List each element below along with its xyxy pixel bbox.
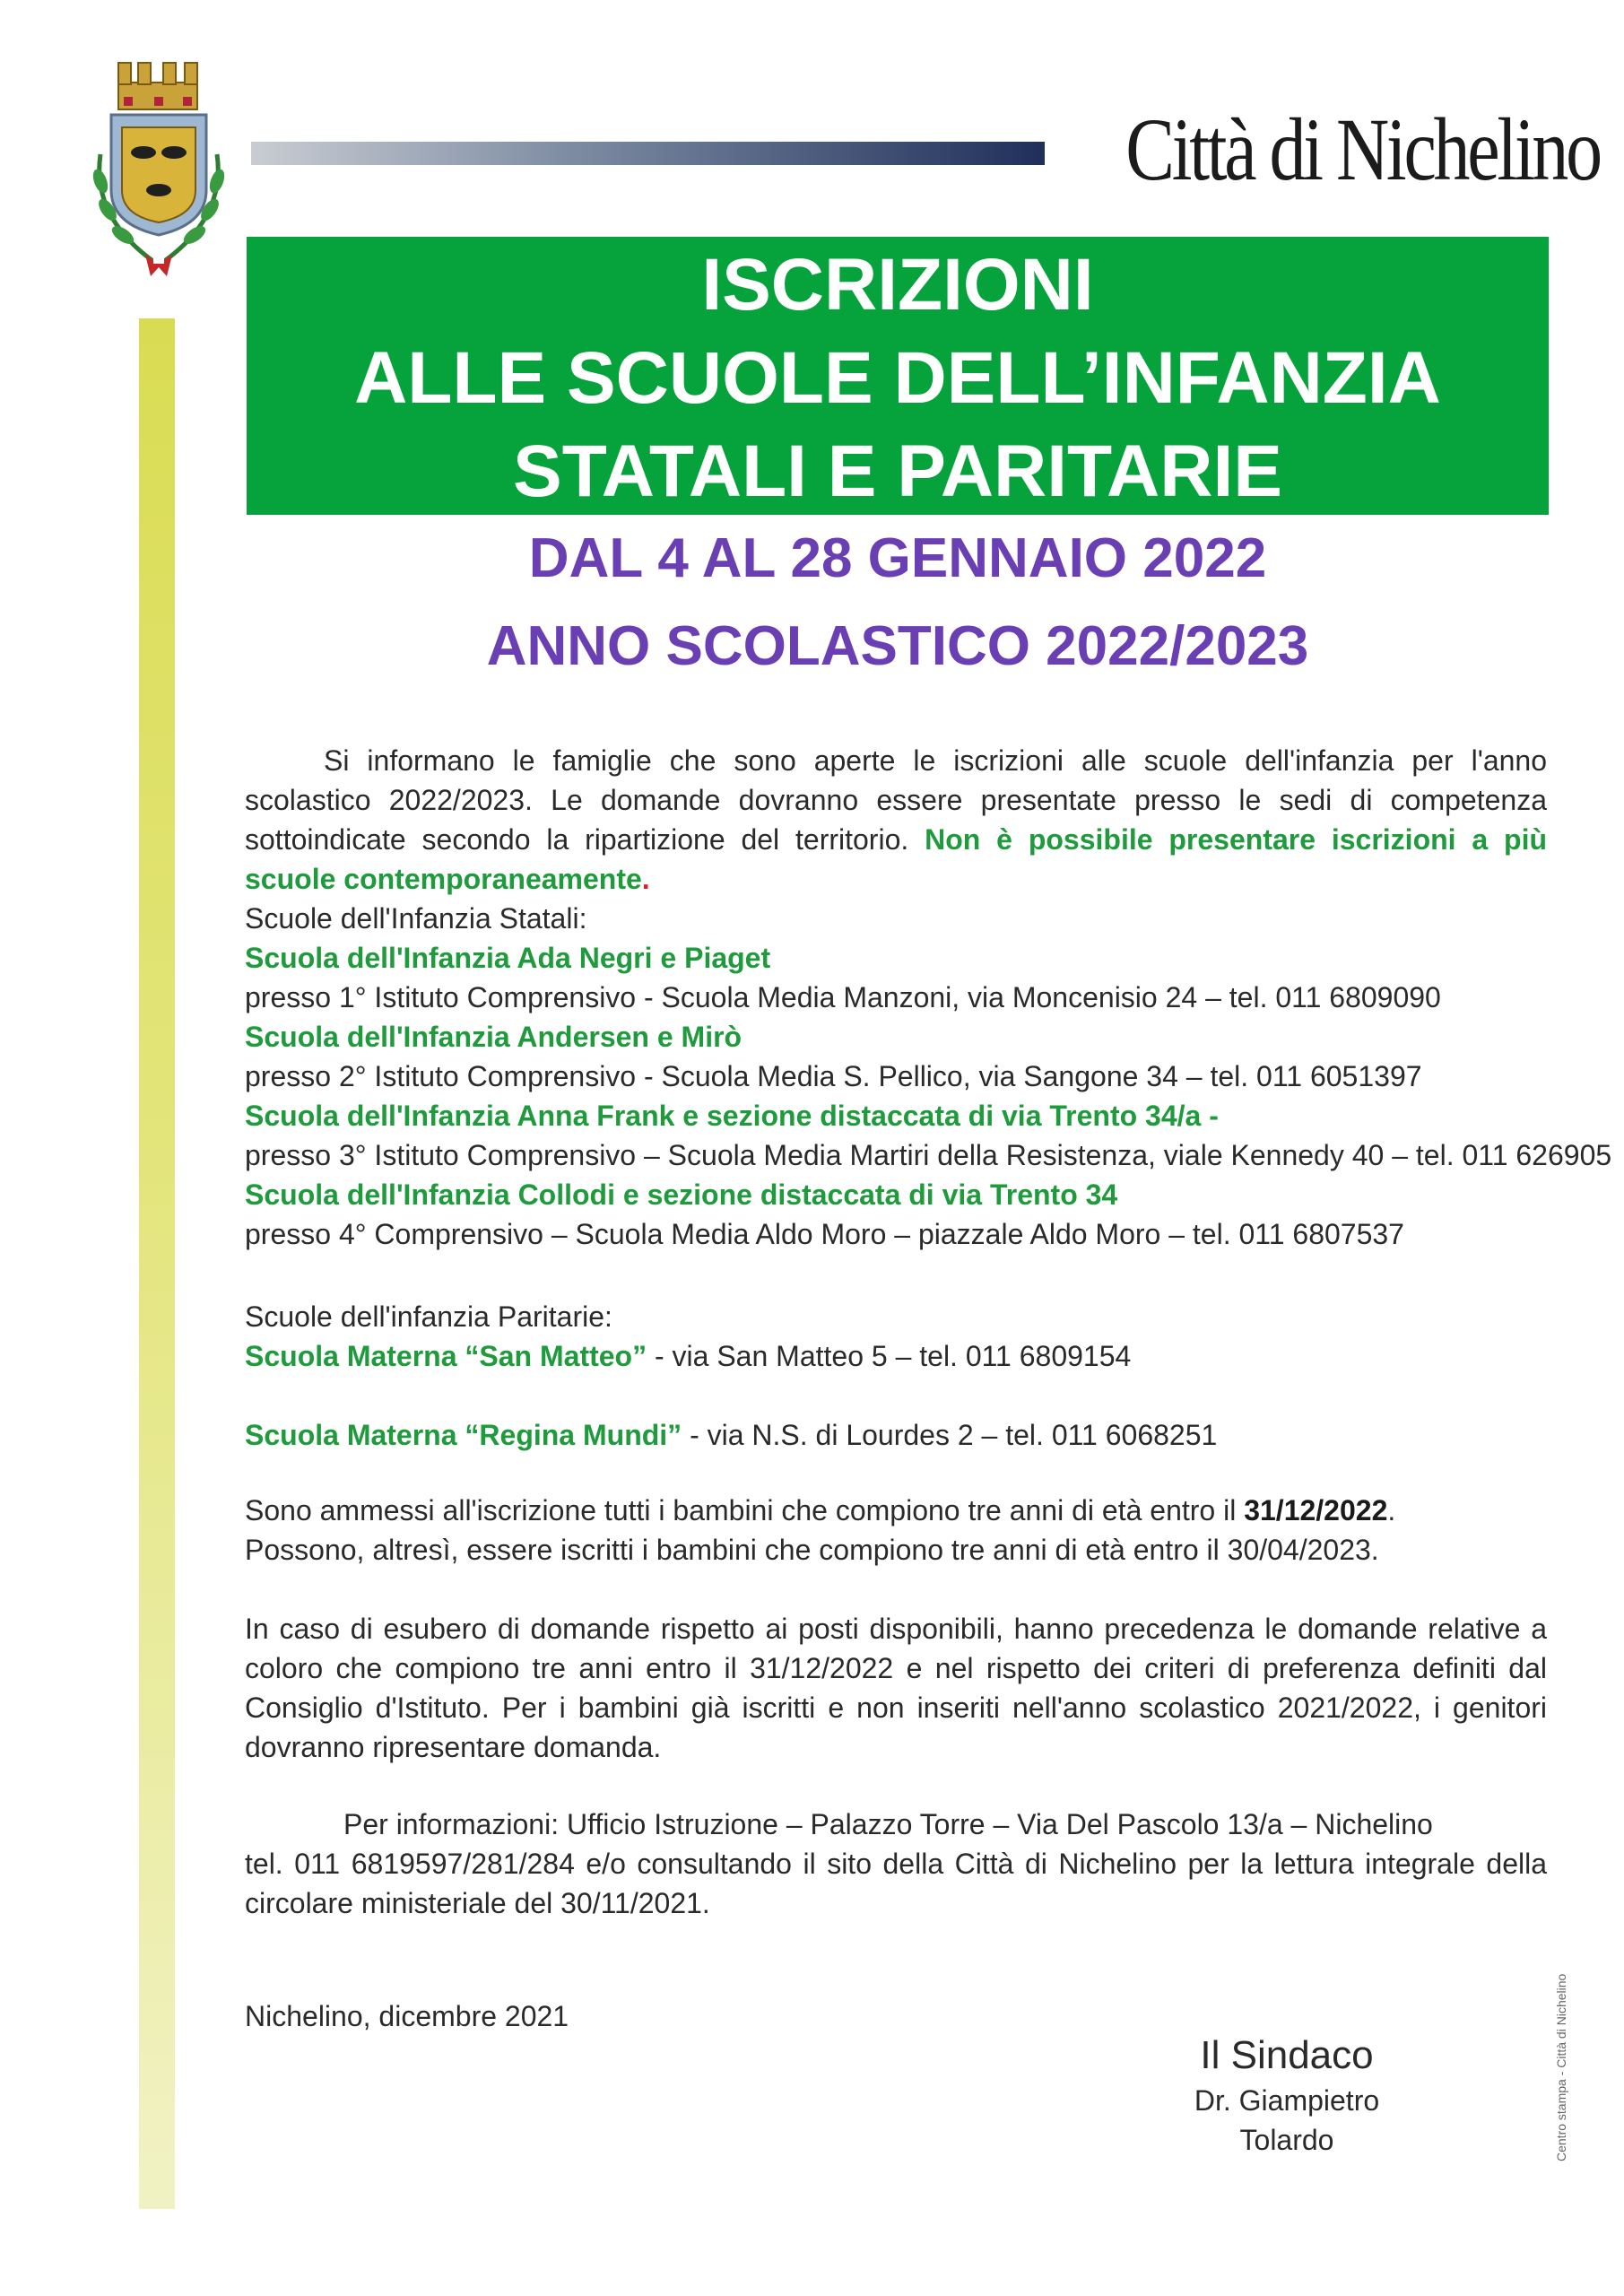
- info-line-1: Per informazioni: Ufficio Istruzione – Palazzo Torre – Via Del Pascolo 13/a – Nichelino: [343, 1808, 1433, 1840]
- state-schools-section: [245, 899, 1612, 1254]
- admission-line-1: Sono ammessi all'iscrizione tutti i bambini che compiono tre anni di età entro il: [245, 1494, 1245, 1526]
- admission-deadline: 31/12/2022: [1244, 1494, 1388, 1526]
- print-credit: Centro stampa - Città di Nichelino: [1554, 1973, 1568, 2161]
- school-name: Scuola dell'Infanzia Andersen e Mirò: [245, 1021, 743, 1053]
- title-line-3: STATALI E PARITARIE: [513, 430, 1282, 512]
- intro-text: Si informano le famiglie che sono aperte le iscrizioni alle scuole dell'infanzia per l'anno scolastico 2022/2023. Le domande dovranno essere presentate presso le sedi di competenza sottoindicate secondo la ripartizione del territorio.: [245, 744, 1547, 856]
- admission-section: [245, 1491, 1547, 1570]
- intro-highlight: Non è possibile presentare iscrizioni a più scuole contemporaneamente: [245, 823, 1548, 895]
- header-gradient-rule: [251, 142, 1045, 165]
- school-name: Scuola Materna “Regina Mundi”: [245, 1419, 682, 1451]
- registration-dates: DAL 4 AL 28 GENNAIO 2022: [528, 527, 1267, 589]
- school-address: presso 1° Istituto Comprensivo - Scuola Media Manzoni, via Moncenisio 24 – tel. 011 6809090: [245, 981, 1441, 1013]
- school-address: presso 4° Comprensivo – Scuola Media Aldo Moro – piazzale Aldo Moro – tel. 011 6807537: [245, 1218, 1404, 1250]
- city-coat-of-arms: [74, 56, 244, 289]
- title-line-2: ALLE SCUOLE DELL’INFANZIA: [354, 337, 1441, 419]
- admission-line-1-end: .: [1387, 1494, 1396, 1526]
- priority-text: In caso di esubero di domande rispetto ai posti disponibili, hanno precedenza le domande relative a coloro che compiono tre anni entro il 31/12/2022 e nel rispetto dei criteri di preferenza definiti dal Consiglio d'Istituto. Per i bambini già iscritti e non inseriti nell'anno scolastico 2021/2022, i genitori dovranno ripresentare domanda.: [245, 1613, 1547, 1763]
- signature-role: Il Sindaco: [1200, 2033, 1374, 2077]
- school-year: ANNO SCOLASTICO 2022/2023: [486, 615, 1309, 677]
- private-schools-heading: Scuole dell'infanzia Paritarie:: [245, 1300, 612, 1333]
- signature-block: [1166, 2031, 1408, 2160]
- school-address: - via San Matteo 5 – tel. 011 6809154: [647, 1340, 1132, 1372]
- intro-paragraph: [245, 741, 1547, 899]
- school-name: Scuola dell'Infanzia Ada Negri e Piaget: [245, 942, 771, 974]
- intro-end-mark: .: [641, 863, 650, 895]
- state-schools-heading: Scuole dell'Infanzia Statali:: [245, 902, 587, 935]
- place-and-date: Nichelino, dicembre 2021: [245, 2000, 569, 2032]
- school-name: Scuola dell'Infanzia Collodi e sezione distaccata di via Trento 34: [245, 1178, 1118, 1211]
- title-line-1: ISCRIZIONI: [701, 244, 1094, 326]
- school-address: - via N.S. di Lourdes 2 – tel. 011 6068251: [682, 1419, 1218, 1451]
- info-rest: tel. 011 6819597/281/284 e/o consultando il sito della Città di Nichelino per la lettura integrale della circolare ministeriale del 30/11/2021.: [245, 1848, 1547, 1919]
- city-name: Città di Nichelino: [1125, 100, 1600, 199]
- school-name: Scuola dell'Infanzia Anna Frank e sezione distaccata di via Trento 34/a -: [245, 1100, 1219, 1132]
- title-banner: [247, 237, 1549, 515]
- priority-paragraph: [245, 1609, 1547, 1767]
- decorative-side-bar: [139, 318, 175, 2209]
- signature-name: Dr. Giampietro Tolardo: [1194, 2084, 1380, 2156]
- private-schools-section: [245, 1297, 1547, 1455]
- info-paragraph: [245, 1805, 1547, 1923]
- school-address: presso 3° Istituto Comprensivo – Scuola Media Martiri della Resistenza, viale Kennedy 40 – tel. 011 626905: [245, 1139, 1612, 1171]
- school-address: presso 2° Istituto Comprensivo - Scuola Media S. Pellico, via Sangone 34 – tel. 011 6051397: [245, 1060, 1422, 1092]
- school-name: Scuola Materna “San Matteo”: [245, 1340, 647, 1372]
- admission-line-2: Possono, altresì, essere iscritti i bambini che compiono tre anni di età entro il 30/04/2023.: [245, 1534, 1379, 1566]
